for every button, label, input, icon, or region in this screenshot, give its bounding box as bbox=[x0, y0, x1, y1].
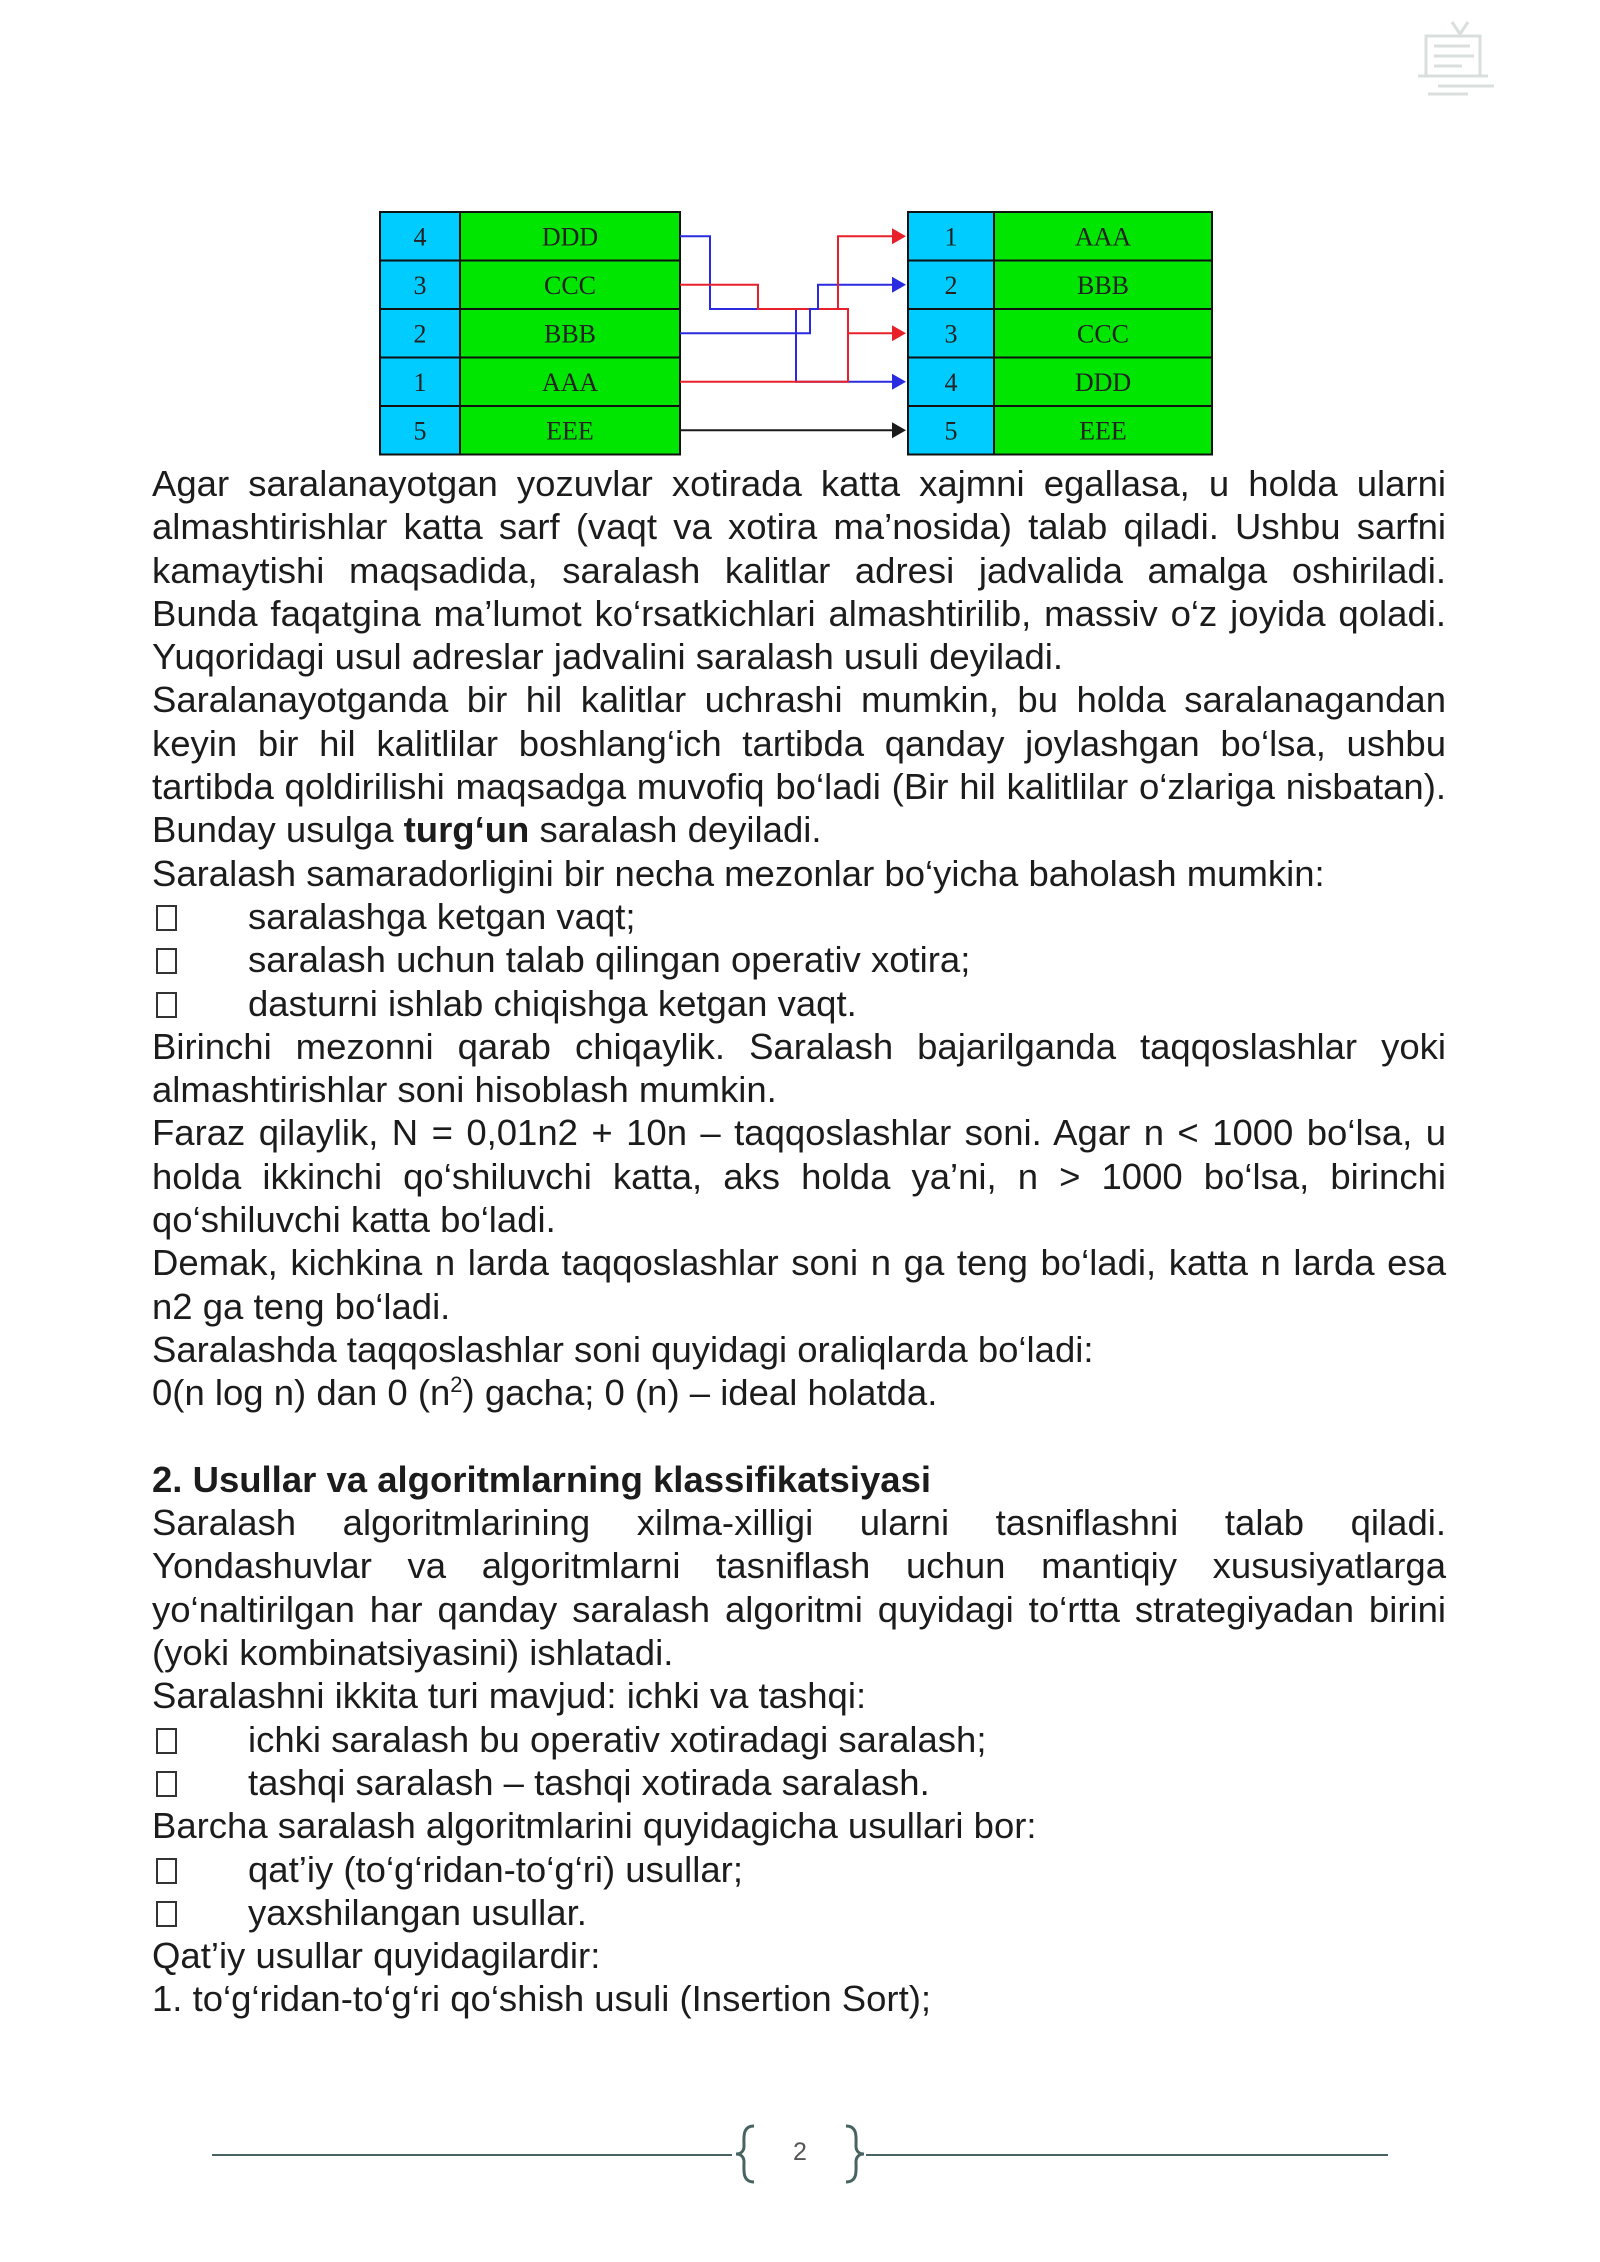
right-value-label: CCC bbox=[1076, 319, 1130, 349]
paragraph-formula: Faraz qilaylik, N = 0,01n2 + 10n – taqqoslashlar soni. Agar n < 1000 bo‘lsa, u holda ikkinchi qo‘shiluvchi katta, aks holda ya’ni, n > 1000 bo‘lsa, birinchi qo‘shiluvchi katta bo‘ladi. bbox=[152, 1112, 1446, 1241]
footer-divider bbox=[866, 2154, 1388, 2156]
right-index-label: 3 bbox=[944, 319, 958, 349]
left-index-label: 5 bbox=[413, 416, 427, 446]
right-index-label: 1 bbox=[944, 222, 958, 252]
text-span: Saralanayotganda bir hil kalitlar uchrashi mumkin, bu holda saralanagandan keyin bir hil kalitlilar boshlang‘ich tartibda qanday joylashgan bo‘lsa, ushbu tartibda qoldirilishi maqsadga muvofiq bo‘ladi (Bir hil kalitlilar o‘zlariga nisbatan). Bunday usulga bbox=[152, 679, 1446, 851]
footer-divider bbox=[212, 2154, 732, 2156]
page-footer bbox=[212, 2124, 1388, 2184]
bold-term: turg‘un bbox=[403, 809, 530, 851]
superscript: 2 bbox=[450, 1372, 463, 1398]
bullet-box-icon bbox=[152, 982, 248, 1025]
list-item-text: saralashga ketgan vaqt; bbox=[248, 895, 636, 937]
paragraph-criteria: Saralash samaradorligini bir necha mezonlar bo‘yicha baholash mumkin: bbox=[152, 852, 1325, 894]
left-value-label: DDD bbox=[541, 222, 599, 252]
left-index-label: 3 bbox=[413, 270, 427, 300]
document-body bbox=[152, 462, 1446, 2021]
paragraph-insertion-sort: 1. to‘g‘ridan-to‘g‘ri qo‘shish usuli (Insertion Sort); bbox=[152, 1978, 932, 2020]
bullet-box-icon bbox=[152, 1761, 248, 1804]
arrowhead-icon bbox=[892, 325, 906, 341]
list-item bbox=[152, 1718, 1446, 1761]
left-value-label: CCC bbox=[543, 270, 597, 300]
paragraph-sort-types: Saralashni ikkita turi mavjud: ichki va tashqi: bbox=[152, 1675, 867, 1717]
diagram-svg bbox=[378, 208, 1218, 460]
text-span: saralash deyiladi. bbox=[529, 809, 822, 851]
bullet-box-icon bbox=[152, 1848, 248, 1891]
paragraph-complexity bbox=[152, 1371, 1446, 1414]
list-item bbox=[152, 982, 1446, 1025]
paragraph-conclusion: Demak, kichkina n larda taqqoslashlar soni n ga teng bo‘ladi, katta n larda esa n2 ga teng bo‘ladi. bbox=[152, 1242, 1446, 1327]
arrowhead-icon bbox=[892, 228, 906, 244]
list-item bbox=[152, 895, 1446, 938]
list-item-text: qat’iy (to‘g‘ridan-to‘g‘ri) usullar; bbox=[248, 1848, 743, 1890]
right-value-label: AAA bbox=[1074, 222, 1132, 252]
list-item bbox=[152, 938, 1446, 981]
paragraph-classification: Saralash algoritmlarining xilma-xilligi ularni tasniflashni talab qiladi. Yondashuvlar va algoritmlarni tasniflash uchun mantiqiy xususiyatlarga yo‘naltirilgan har qanday saralash algoritmi quyidagi to‘rtta strategiyadan birini (yoki kombinatsiyasini) ishlatadi. bbox=[152, 1502, 1446, 1674]
right-brace-icon bbox=[838, 2124, 868, 2184]
arrowhead-icon bbox=[892, 374, 906, 390]
right-index-label: 2 bbox=[944, 270, 958, 300]
list-item-text: saralash uchun talab qilingan operativ xotira; bbox=[248, 939, 971, 981]
list-item-text: ichki saralash bu operativ xotiradagi saralash; bbox=[248, 1718, 987, 1760]
list-item bbox=[152, 1848, 1446, 1891]
page-number: 2 bbox=[793, 2138, 807, 2166]
list-item bbox=[152, 1891, 1446, 1934]
text-span: 0(n log n) dan 0 (n bbox=[152, 1372, 451, 1414]
list-item-text: tashqi saralash – tashqi xotirada saralash. bbox=[248, 1761, 930, 1803]
paragraph-methods: Barcha saralash algoritmlarini quyidagicha usullari bor: bbox=[152, 1805, 1037, 1847]
section-heading: 2. Usullar va algoritmlarning klassifikatsiyasi bbox=[152, 1458, 932, 1500]
arrowhead-icon bbox=[892, 422, 906, 438]
address-table-sort-diagram bbox=[378, 208, 1218, 460]
list-item-text: dasturni ishlab chiqishga ketgan vaqt. bbox=[248, 982, 857, 1024]
paragraph-address-table: Agar saralanayotgan yozuvlar xotirada katta xajmni egallasa, u holda ularni almashtirishlar katta sarf (vaqt va xotira ma’nosida) talab qiladi. Ushbu sarfni kamaytishi maqsadida, saralash kalitlar adresi jadvalida amalga oshiriladi. Bunda faqatgina ma’lumot ko‘rsatkichlari almashtirilib, massiv o‘z joyida qoladi. Yuqoridagi usul adreslar jadvalini saralash usuli deyiladi. bbox=[152, 463, 1446, 678]
right-value-label: BBB bbox=[1076, 270, 1130, 300]
left-value-label: AAA bbox=[541, 367, 599, 397]
left-index-label: 2 bbox=[413, 319, 427, 349]
scroll-logo-icon bbox=[1408, 14, 1508, 114]
paragraph-stable-sort bbox=[152, 678, 1446, 851]
left-index-label: 1 bbox=[413, 367, 427, 397]
right-index-label: 4 bbox=[944, 367, 958, 397]
paragraph-first-criterion: Birinchi mezonni qarab chiqaylik. Saralash bajarilganda taqqoslashlar yoki almashtirishlar soni hisoblash mumkin. bbox=[152, 1025, 1446, 1111]
bullet-box-icon bbox=[152, 938, 248, 981]
text-span: ) gacha; 0 (n) – ideal holatda. bbox=[462, 1372, 938, 1414]
bullet-box-icon bbox=[152, 1718, 248, 1761]
left-brace-icon bbox=[732, 2124, 762, 2184]
paragraph-intervals: Saralashda taqqoslashlar soni quyidagi oraliqlarda bo‘ladi: bbox=[152, 1328, 1094, 1370]
right-index-label: 5 bbox=[944, 416, 958, 446]
left-value-label: BBB bbox=[543, 319, 597, 349]
left-index-label: 4 bbox=[413, 222, 427, 252]
bullet-box-icon bbox=[152, 895, 248, 938]
list-item-text: yaxshilangan usullar. bbox=[248, 1891, 587, 1933]
bullet-box-icon bbox=[152, 1891, 248, 1934]
right-value-label: EEE bbox=[1079, 416, 1127, 446]
paragraph-strict-methods: Qat’iy usullar quyidagilardir: bbox=[152, 1935, 601, 1977]
list-item bbox=[152, 1761, 1446, 1804]
left-value-label: EEE bbox=[546, 416, 594, 446]
arrowhead-icon bbox=[892, 277, 906, 293]
right-value-label: DDD bbox=[1074, 367, 1132, 397]
